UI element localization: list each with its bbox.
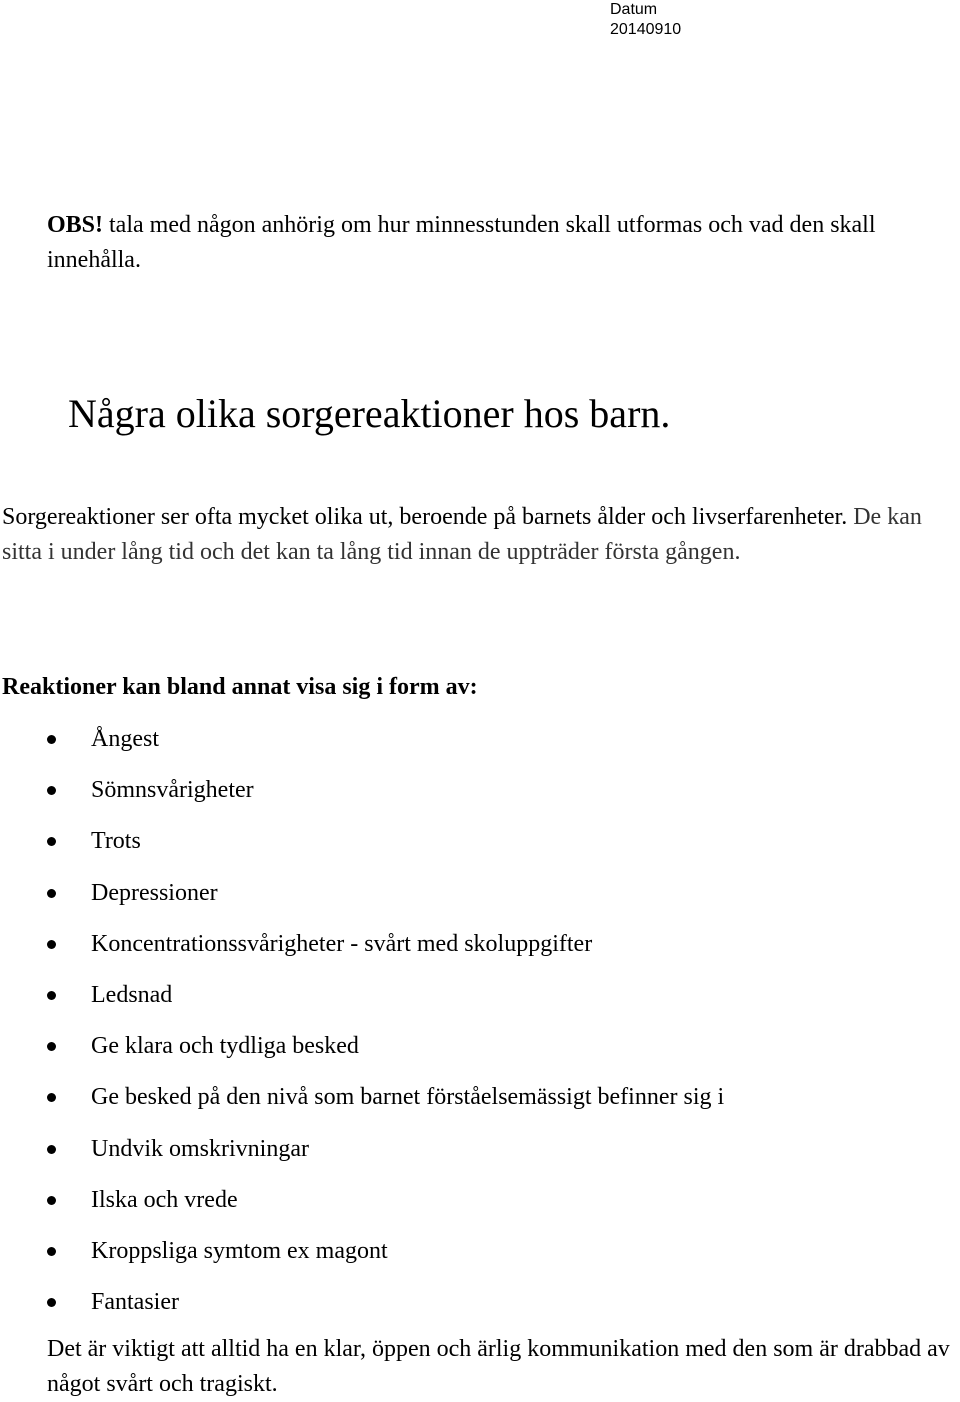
list-item [0, 1124, 724, 1175]
list-item [0, 1226, 724, 1277]
bullet-icon [47, 991, 56, 1000]
date-value: 20140910 [610, 21, 682, 38]
closing-paragraph: Det är viktigt att alltid ha en klar, öppen och ärlig kommunikation med den som är drabbad av något svårt och tragiskt. [47, 1336, 950, 1397]
list-item-label: Sömnsvårigheter [91, 777, 254, 804]
list-item-label: Ilska och vrede [91, 1186, 238, 1213]
list-item [0, 1072, 724, 1123]
list-item [0, 1175, 724, 1226]
list-item-label: Trots [91, 828, 141, 855]
list-item [0, 1277, 724, 1328]
bullet-icon [47, 1298, 56, 1307]
date-label: Datum [610, 1, 658, 18]
page-title: Några olika sorgereaktioner hos barn. [68, 391, 671, 436]
list-item-label: Ledsnad [91, 981, 173, 1008]
list-item-label: Ge besked på den nivå som barnet förståelsemässigt befinner sig i [91, 1084, 725, 1111]
list-item-label: Depressioner [91, 879, 218, 906]
list-item-label: Kroppsliga symtom ex magont [91, 1237, 388, 1264]
list-item [0, 714, 724, 765]
bullet-icon [47, 735, 56, 744]
list-item-label: Koncentrationssvårigheter - svårt med skoluppgifter [91, 930, 593, 957]
list-item [0, 970, 724, 1021]
list-item [0, 1021, 724, 1072]
list-item [0, 765, 724, 816]
obs-prefix: OBS! [47, 212, 104, 238]
reactions-list [0, 714, 724, 1328]
list-item-label: Fantasier [91, 1289, 179, 1316]
bullet-icon [47, 1247, 56, 1256]
bullet-icon [47, 786, 56, 795]
list-item-label: Ge klara och tydliga besked [91, 1033, 359, 1060]
document-header [610, 0, 681, 40]
intro-line-1: Sorgereaktioner ser ofta mycket olika ut, beroende på barnets ålder och livserfarenheter. [2, 504, 848, 530]
list-item [0, 816, 724, 867]
intro-line-2: De kan sitta i under lång tid och det kan ta lång tid innan de uppträder första gången. [2, 504, 922, 565]
bullet-icon [47, 889, 56, 898]
bullet-icon [47, 1145, 56, 1154]
intro-paragraph [2, 500, 952, 570]
bullet-icon [47, 1196, 56, 1205]
bullet-icon [47, 940, 56, 949]
obs-text: tala med någon anhörig om hur minnesstunden skall utformas och vad den skall innehålla. [47, 212, 876, 273]
obs-note [47, 208, 957, 278]
bullet-icon [47, 1093, 56, 1102]
bullet-icon [47, 1042, 56, 1051]
bullet-icon [47, 837, 56, 846]
list-item [0, 868, 724, 919]
list-item-label: Ångest [91, 726, 159, 752]
reactions-lead: Reaktioner kan bland annat visa sig i form av: [2, 674, 478, 700]
list-item [0, 919, 724, 970]
list-item-label: Undvik omskrivningar [91, 1135, 309, 1162]
